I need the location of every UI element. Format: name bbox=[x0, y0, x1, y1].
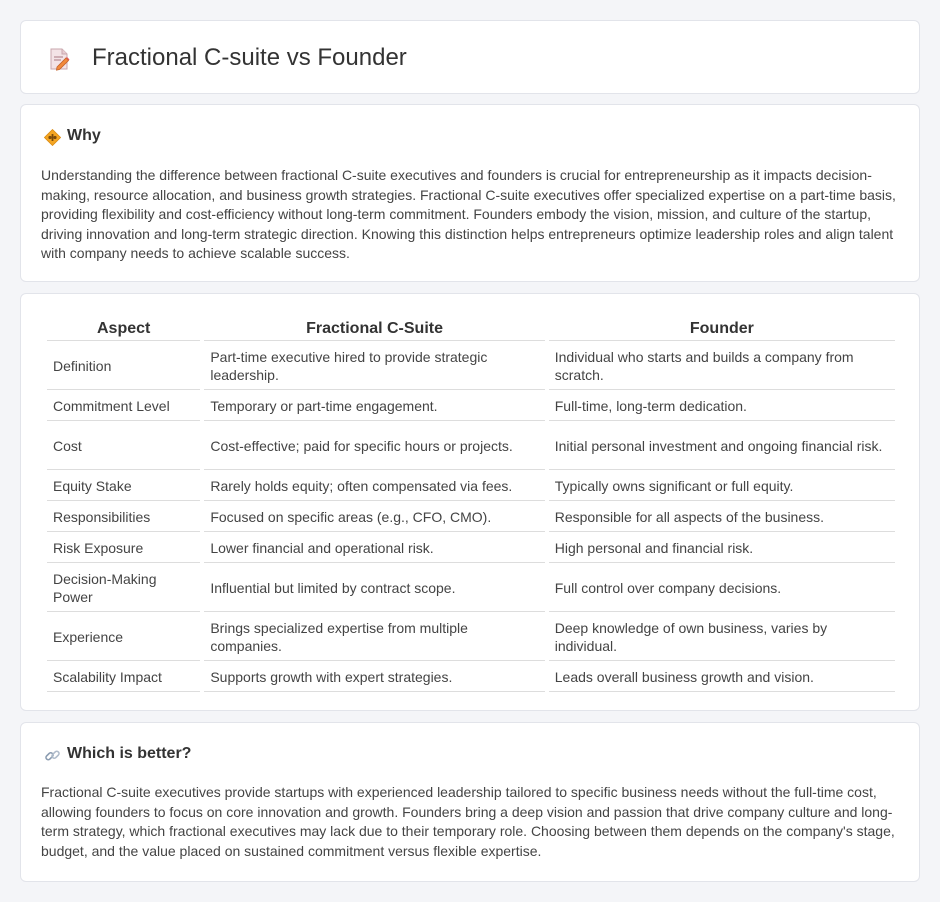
table-row bbox=[47, 423, 895, 470]
header-fractional: Fractional C-Suite bbox=[204, 320, 544, 341]
header-founder: Founder bbox=[549, 320, 895, 341]
table-header-row bbox=[47, 320, 895, 341]
why-heading: Why bbox=[67, 127, 101, 144]
comparison-table bbox=[43, 318, 899, 694]
comparison-card bbox=[20, 293, 920, 711]
why-section bbox=[20, 104, 920, 282]
aspect-cell: Experience bbox=[47, 614, 200, 661]
founder-cell: Typically owns significant or full equity. bbox=[549, 472, 895, 501]
aspect-cell: Cost bbox=[47, 423, 200, 470]
page-title: Fractional C-suite vs Founder bbox=[92, 44, 407, 71]
fractional-cell: Focused on specific areas (e.g., CFO, CMO). bbox=[204, 503, 544, 532]
header-card bbox=[20, 20, 920, 94]
fractional-cell: Lower financial and operational risk. bbox=[204, 534, 544, 563]
table-row bbox=[47, 392, 895, 421]
aspect-cell: Equity Stake bbox=[47, 472, 200, 501]
fractional-cell: Cost-effective; paid for specific hours or projects. bbox=[204, 423, 544, 470]
which-is-better-section bbox=[20, 722, 920, 882]
founder-cell: Initial personal investment and ongoing financial risk. bbox=[549, 423, 895, 470]
founder-cell: Full-time, long-term dedication. bbox=[549, 392, 895, 421]
table-row bbox=[47, 343, 895, 390]
fractional-cell: Rarely holds equity; often compensated via fees. bbox=[204, 472, 544, 501]
table-row bbox=[47, 614, 895, 661]
fractional-cell: Temporary or part-time engagement. bbox=[204, 392, 544, 421]
which-is-better-text: Fractional C-suite executives provide startups with experienced leadership tailored to specific business needs without the full-time cost, allowing founders to focus on core innovation and growth. Founders bring a deep vision and passion that drive company culture and long-term strategy, which fractional executives may lack due to their temporary role. Choosing between them depends on the company's stage, budget, and the value placed on sustained commitment versus flexible expertise. bbox=[41, 784, 895, 859]
fractional-cell: Supports growth with expert strategies. bbox=[204, 663, 544, 692]
header-aspect: Aspect bbox=[47, 320, 200, 341]
founder-cell: Full control over company decisions. bbox=[549, 565, 895, 612]
link-icon bbox=[44, 747, 61, 764]
table-row bbox=[47, 534, 895, 563]
why-text: Understanding the difference between fractional C-suite executives and founders is crucial for entrepreneurship as it impacts decision-making, resource allocation, and business growth strategies. Fractional C-suite executives offer specialized expertise on a part-time basis, providing flexibility and cost-efficiency without long-term commitment. Founders embody the vision, mission, and culture of the startup, driving innovation and long-term strategic direction. Knowing this distinction helps entrepreneurs optimize leadership roles and align talent with company needs to achieve scalable success. bbox=[41, 167, 896, 261]
aspect-cell: Definition bbox=[47, 343, 200, 390]
table-row bbox=[47, 503, 895, 532]
fractional-cell: Influential but limited by contract scope. bbox=[204, 565, 544, 612]
table-row bbox=[47, 472, 895, 501]
document-pencil-icon bbox=[48, 47, 70, 71]
fractional-cell: Part-time executive hired to provide strategic leadership. bbox=[204, 343, 544, 390]
founder-cell: Responsible for all aspects of the business. bbox=[549, 503, 895, 532]
founder-cell: Deep knowledge of own business, varies by individual. bbox=[549, 614, 895, 661]
aspect-cell: Scalability Impact bbox=[47, 663, 200, 692]
table-row bbox=[47, 565, 895, 612]
founder-cell: Individual who starts and builds a company from scratch. bbox=[549, 343, 895, 390]
aspect-cell: Decision-Making Power bbox=[47, 565, 200, 612]
fractional-cell: Brings specialized expertise from multiple companies. bbox=[204, 614, 544, 661]
aspect-cell: Responsibilities bbox=[47, 503, 200, 532]
puzzle-diamond-icon bbox=[44, 129, 61, 146]
aspect-cell: Commitment Level bbox=[47, 392, 200, 421]
founder-cell: Leads overall business growth and vision. bbox=[549, 663, 895, 692]
founder-cell: High personal and financial risk. bbox=[549, 534, 895, 563]
table-row bbox=[47, 663, 895, 692]
aspect-cell: Risk Exposure bbox=[47, 534, 200, 563]
which-is-better-heading: Which is better? bbox=[67, 745, 192, 762]
